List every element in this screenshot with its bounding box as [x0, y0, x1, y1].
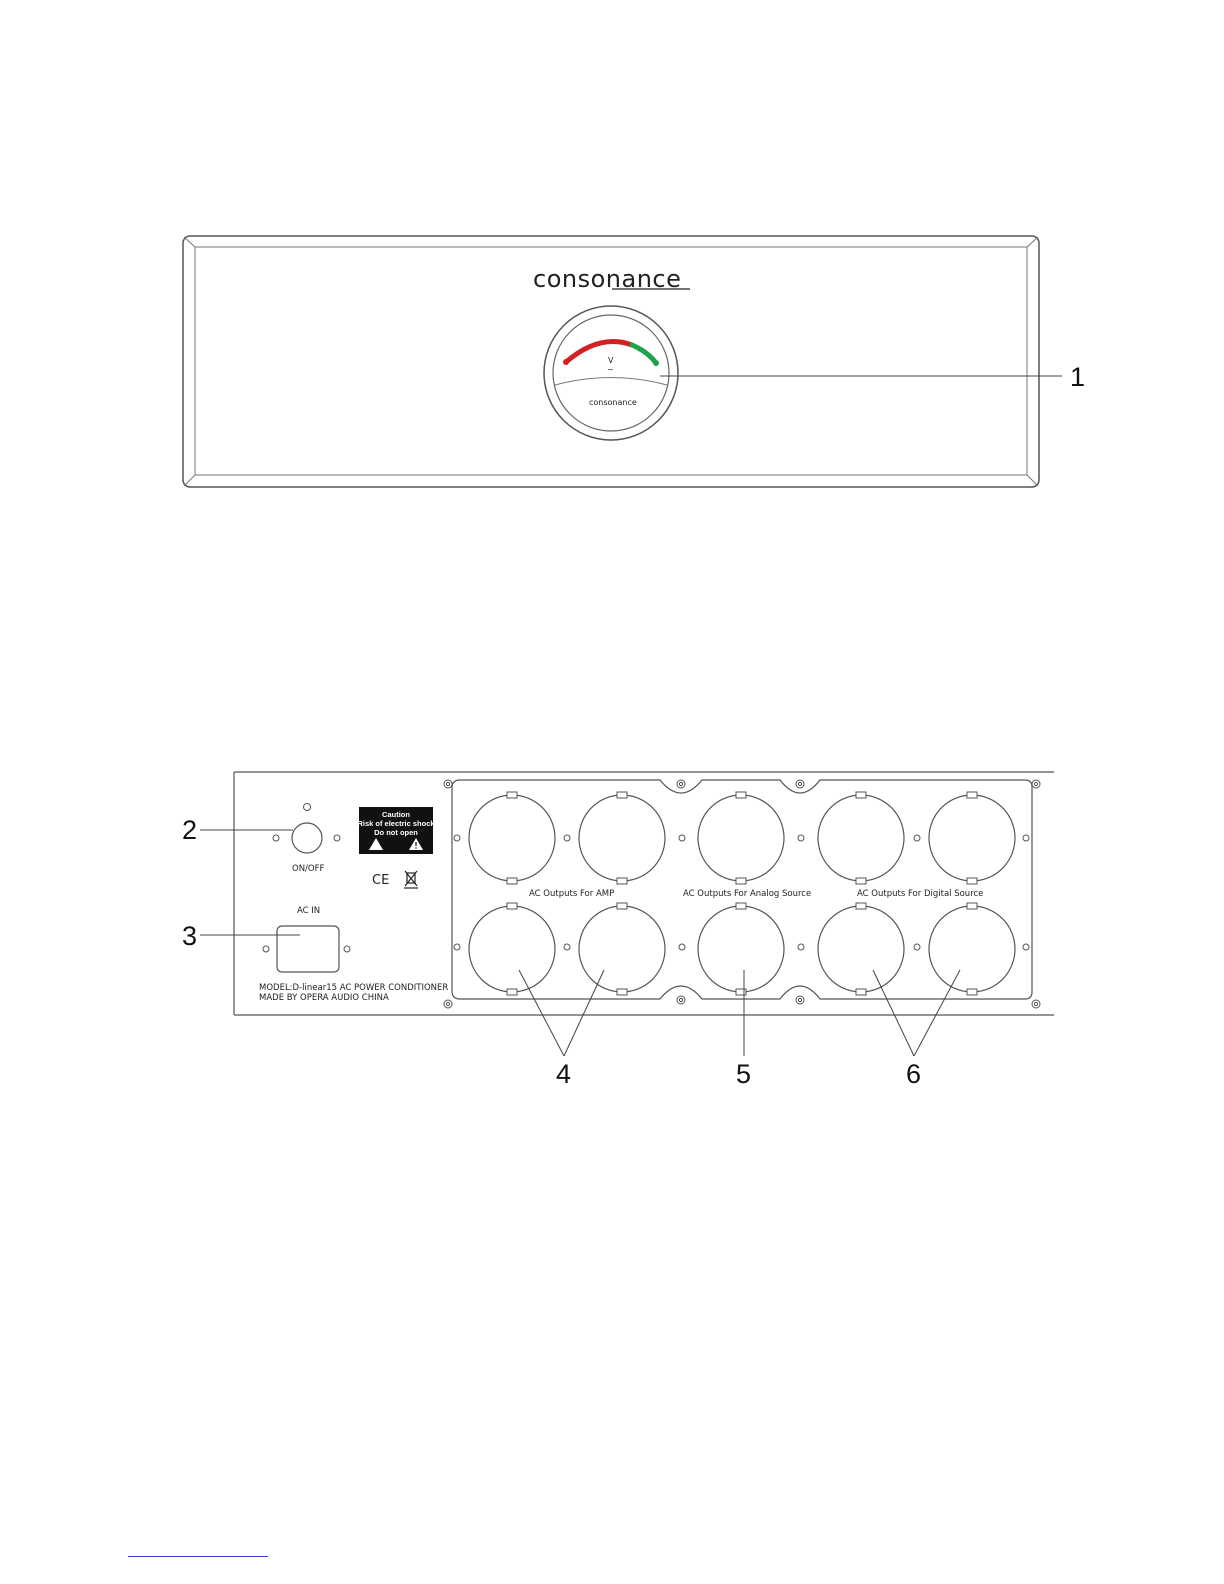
front-brand-logo: consonance [533, 265, 682, 293]
callout-6: 6 [906, 1059, 922, 1089]
outlets-bottom-row [469, 906, 1015, 992]
outlet [929, 906, 1015, 992]
ce-mark-icon: CE [372, 873, 390, 888]
footer-hyperlink-underline[interactable] [128, 1556, 268, 1557]
outlet [469, 795, 555, 881]
ac-inlet[interactable] [263, 926, 350, 972]
callout-1: 1 [1070, 362, 1086, 392]
meter-brand-logo: consonance [589, 398, 637, 407]
callout-5: 5 [736, 1059, 752, 1089]
outlet [818, 906, 904, 992]
outlet [929, 795, 1015, 881]
switch-label: ON/OFF [292, 864, 325, 874]
outlet [579, 906, 665, 992]
callout-2: 2 [182, 815, 198, 845]
voltage-meter [544, 306, 678, 440]
power-switch[interactable] [273, 804, 340, 854]
outlets-top-row [469, 795, 1015, 881]
ac-in-label: AC IN [297, 906, 321, 916]
meter-unit: V [608, 356, 614, 365]
callout-4: 4 [556, 1059, 572, 1089]
label-outputs-amp: AC Outputs For AMP [529, 889, 615, 899]
maker-text: MADE BY OPERA AUDIO CHINA [259, 993, 389, 1003]
model-text: MODEL:D-linear15 AC POWER CONDITIONER [259, 983, 449, 993]
meter-ac-symbol: ~ [607, 365, 614, 374]
compliance-marks [372, 871, 418, 888]
caution-title: Caution [382, 810, 410, 819]
outlet [818, 795, 904, 881]
label-outputs-analog: AC Outputs For Analog Source [683, 889, 812, 899]
outlet [469, 906, 555, 992]
label-outputs-digital: AC Outputs For Digital Source [857, 889, 984, 899]
outlet [698, 795, 784, 881]
callout-3: 3 [182, 921, 198, 951]
caution-sticker [357, 807, 435, 854]
weee-bin-icon [404, 871, 418, 888]
outlet [698, 906, 784, 992]
outlet [579, 795, 665, 881]
caution-line-1: Risk of electric shock [357, 819, 435, 828]
caution-line-2: Do not open [374, 828, 418, 837]
